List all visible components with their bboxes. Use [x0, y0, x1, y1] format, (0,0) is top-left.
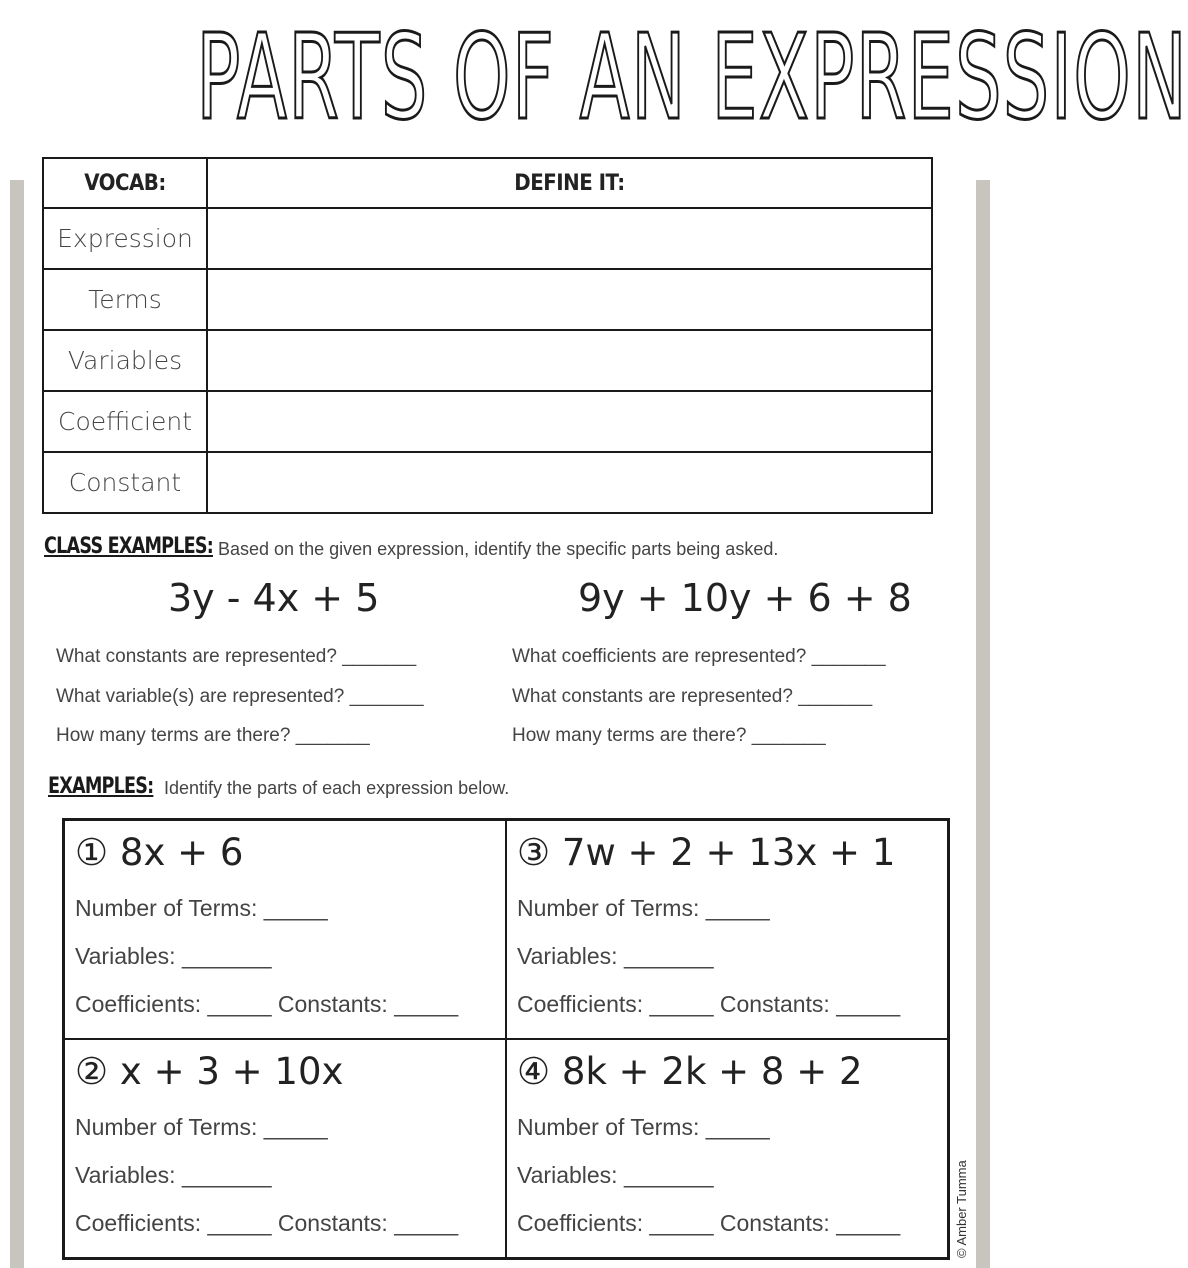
- definition-cell[interactable]: [207, 208, 932, 269]
- coefficients-constants-line[interactable]: Coefficients: _____ Constants: _____: [517, 991, 901, 1017]
- examples-heading: EXAMPLES:: [48, 774, 154, 799]
- coefficients-constants-line[interactable]: Coefficients: _____ Constants: _____: [75, 1210, 459, 1236]
- class-example-left-expression: 3y - 4x + 5: [168, 576, 380, 620]
- vocab-header-row: [43, 158, 932, 208]
- example-expression: ① 8x + 6: [75, 831, 244, 874]
- class-question[interactable]: What constants are represented? _______: [56, 646, 417, 667]
- example-expression: ③ 7w + 2 + 13x + 1: [517, 831, 896, 874]
- vocab-term: Coefficient: [43, 391, 207, 452]
- coefficients-constants-line[interactable]: Coefficients: _____ Constants: _____: [517, 1210, 901, 1236]
- definition-cell[interactable]: [207, 391, 932, 452]
- example-expression: ② x + 3 + 10x: [75, 1050, 344, 1093]
- vocab-row: [43, 269, 932, 330]
- page-title: PARTS OF AN EXPRESSION: [196, 8, 1188, 146]
- class-example-right-expression: 9y + 10y + 6 + 8: [578, 576, 912, 620]
- vocab-term: Expression: [43, 208, 207, 269]
- example-expression: ④ 8k + 2k + 8 + 2: [517, 1050, 863, 1093]
- vocab-term: Variables: [43, 330, 207, 391]
- vocab-header: VOCAB:: [43, 158, 207, 208]
- class-examples-description: Based on the given expression, identify the specific parts being asked.: [218, 539, 779, 559]
- vocab-row: [43, 208, 932, 269]
- class-question[interactable]: How many terms are there? _______: [512, 725, 826, 746]
- example-cell: [506, 1039, 948, 1258]
- number-of-terms-line[interactable]: Number of Terms: _____: [517, 1114, 770, 1140]
- class-question[interactable]: How many terms are there? _______: [56, 725, 370, 746]
- right-side-bar: [976, 180, 990, 1268]
- example-cell: [506, 820, 948, 1039]
- class-question[interactable]: What coefficients are represented? _______: [512, 646, 886, 667]
- coefficients-constants-line[interactable]: Coefficients: _____ Constants: _____: [75, 991, 459, 1017]
- vocab-term: Terms: [43, 269, 207, 330]
- examples-grid: [62, 818, 950, 1260]
- variables-line[interactable]: Variables: _______: [517, 943, 714, 969]
- number-of-terms-line[interactable]: Number of Terms: _____: [517, 895, 770, 921]
- definition-cell[interactable]: [207, 269, 932, 330]
- definition-cell[interactable]: [207, 452, 932, 513]
- define-header: DEFINE IT:: [207, 158, 932, 208]
- vocab-term: Constant: [43, 452, 207, 513]
- vocab-row: [43, 452, 932, 513]
- class-question[interactable]: What variable(s) are represented? _______: [56, 686, 424, 707]
- vocab-table: [42, 157, 933, 514]
- variables-line[interactable]: Variables: _______: [517, 1162, 714, 1188]
- left-side-bar: [10, 180, 24, 1268]
- example-cell: [64, 820, 506, 1039]
- class-question[interactable]: What constants are represented? _______: [512, 686, 873, 707]
- examples-description: Identify the parts of each expression below.: [164, 778, 510, 798]
- definition-cell[interactable]: [207, 330, 932, 391]
- number-of-terms-line[interactable]: Number of Terms: _____: [75, 895, 328, 921]
- vocab-row: [43, 391, 932, 452]
- variables-line[interactable]: Variables: _______: [75, 943, 272, 969]
- credit-text: © Amber Tumma: [954, 1160, 969, 1258]
- vocab-row: [43, 330, 932, 391]
- example-cell: [64, 1039, 506, 1258]
- number-of-terms-line[interactable]: Number of Terms: _____: [75, 1114, 328, 1140]
- variables-line[interactable]: Variables: _______: [75, 1162, 272, 1188]
- class-examples-heading: CLASS EXAMPLES:: [44, 534, 214, 559]
